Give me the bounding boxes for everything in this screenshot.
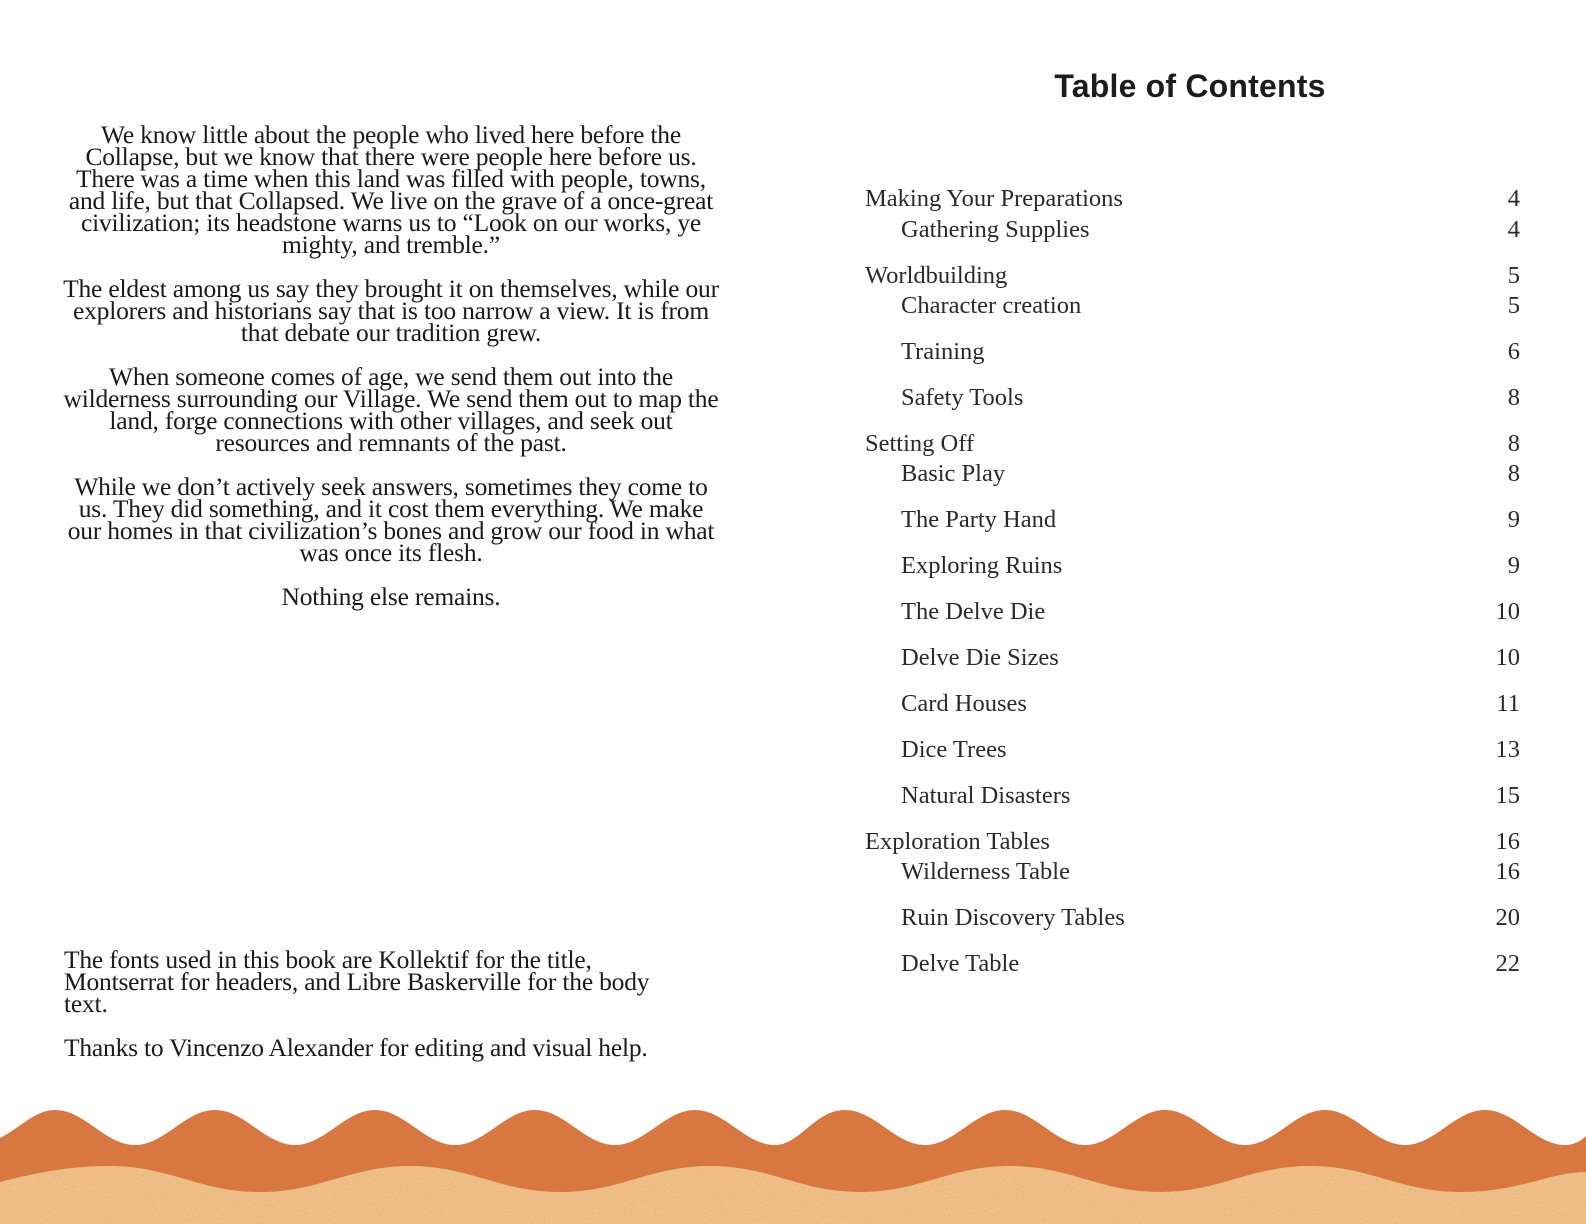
toc-entry-page: 10 (1495, 598, 1520, 625)
toc-entry-label: The Party Hand (901, 506, 1057, 533)
toc-entry[interactable] (865, 949, 1520, 979)
toc-entry[interactable] (865, 643, 1520, 673)
toc-entry-label: Worldbuilding (865, 262, 1008, 289)
toc-entry-label: The Delve Die (901, 598, 1046, 625)
toc-entry-page: 5 (1507, 262, 1520, 289)
toc-entry-label: Card Houses (901, 690, 1027, 717)
toc-entry-page: 22 (1495, 950, 1520, 977)
toc-entry[interactable] (865, 505, 1520, 535)
thanks-credit: Thanks to Vincenzo Alexander for editing and visual help. (64, 1033, 648, 1062)
toc-entry-page: 9 (1507, 506, 1520, 533)
toc-entry[interactable] (865, 827, 1520, 857)
toc-entry[interactable] (865, 857, 1520, 887)
toc-entry-label: Natural Disasters (901, 782, 1071, 809)
toc-entry[interactable] (865, 383, 1520, 413)
toc-entry-label: Character creation (901, 292, 1082, 319)
intro-paragraph-2: The eldest among us say they brought it on themselves, while our explorers and historians say that is too narrow a view. It is from that debate our tradition grew. (63, 274, 719, 347)
toc-entry-page: 4 (1507, 216, 1520, 243)
toc-entry-label: Dice Trees (901, 736, 1007, 763)
toc-entry-page: 8 (1507, 460, 1520, 487)
toc-entry-label: Basic Play (901, 460, 1006, 487)
toc-entry-label: Wilderness Table (901, 858, 1070, 885)
toc-entry-page: 11 (1496, 690, 1520, 717)
toc-entry-page: 8 (1507, 384, 1520, 411)
toc-entry-label: Gathering Supplies (901, 216, 1090, 243)
toc-entry-page: 13 (1495, 736, 1520, 763)
toc-entry[interactable] (865, 215, 1520, 245)
toc-entry-label: Training (901, 338, 985, 365)
toc-entry-label: Exploration Tables (865, 828, 1050, 855)
toc-entry-label: Ruin Discovery Tables (901, 904, 1125, 931)
credits (64, 945, 684, 1081)
intro-paragraph-1: We know little about the people who lived here before the Collapse, but we know that there were people here before us. There was a time when this land was filled with people, towns, and life, but that Collapsed. We live on the grave of a once-great civilization; its headstone warns us to “Look on our works, ye mighty, and tremble.” (68, 120, 714, 259)
toc-entry-label: Safety Tools (901, 384, 1024, 411)
toc-entry-page: 15 (1495, 782, 1520, 809)
toc-entry[interactable] (865, 551, 1520, 581)
toc-entry[interactable] (865, 291, 1520, 321)
toc-entry-label: Delve Table (901, 950, 1020, 977)
intro-paragraph-3: When someone comes of age, we send them out into the wilderness surrounding our Village. We send them out to map the land, forge connections with other villages, and seek out resources and remnants of the past. (63, 362, 719, 457)
toc-entry-page: 10 (1495, 644, 1520, 671)
toc-entry-page: 20 (1495, 904, 1520, 931)
intro-paragraph-4: While we don’t actively seek answers, sometimes they come to us. They did something, and it cost them everything. We make our homes in that civilization’s bones and grow our food in what was once its flesh. (67, 472, 715, 567)
toc-title: Table of Contents (1054, 68, 1326, 104)
toc-entry-label: Setting Off (865, 430, 975, 457)
toc-entry[interactable] (865, 903, 1520, 933)
toc-entry[interactable] (865, 459, 1520, 489)
toc-entry-page: 5 (1507, 292, 1520, 319)
toc-entry[interactable] (865, 184, 1520, 214)
toc-entry[interactable] (865, 337, 1520, 367)
fonts-credit: The fonts used in this book are Kollektif for the title, Montserrat for headers, and Libre Baskerville for the body text. (64, 945, 650, 1018)
toc-entry-page: 8 (1507, 430, 1520, 457)
footer-wave-decoration (0, 1100, 1586, 1224)
intro-text (60, 120, 722, 630)
toc-entry-page: 9 (1507, 552, 1520, 579)
toc-entry-page: 16 (1495, 828, 1520, 855)
toc-entry[interactable] (865, 261, 1520, 291)
toc-entry-page: 16 (1495, 858, 1520, 885)
toc-entry-label: Delve Die Sizes (901, 644, 1059, 671)
toc-entry-page: 4 (1507, 185, 1520, 212)
toc-entry[interactable] (865, 597, 1520, 627)
toc-entry[interactable] (865, 735, 1520, 765)
intro-paragraph-5: Nothing else remains. (281, 582, 501, 611)
toc-entry-label: Making Your Preparations (865, 185, 1123, 212)
toc-entry[interactable] (865, 781, 1520, 811)
toc-entry-page: 6 (1507, 338, 1520, 365)
toc-entry[interactable] (865, 429, 1520, 459)
toc-entry[interactable] (865, 689, 1520, 719)
toc-entry-label: Exploring Ruins (901, 552, 1063, 579)
